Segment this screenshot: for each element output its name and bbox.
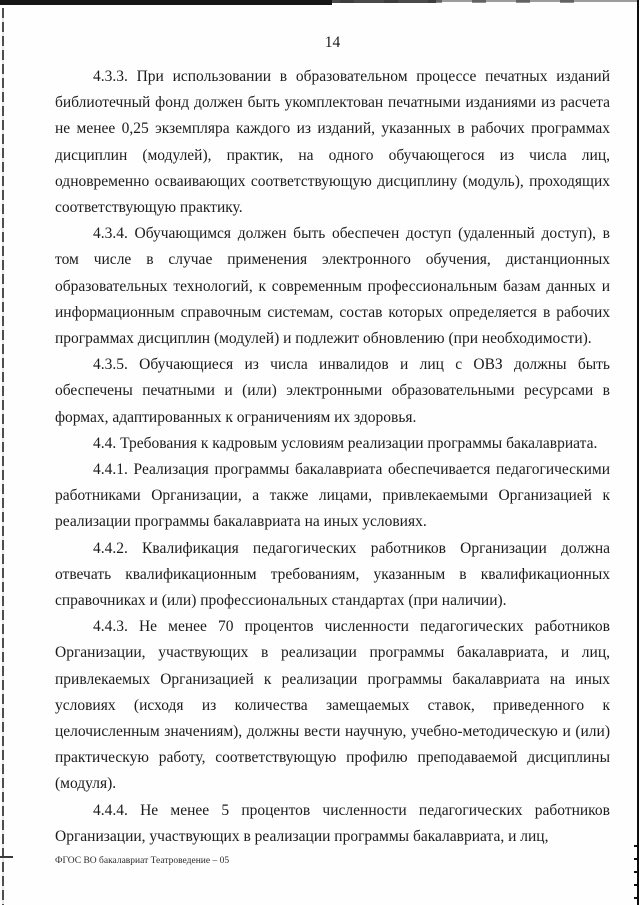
footer-document-code: ФГОС ВО бакалавриат Театроведение – 05: [55, 856, 230, 866]
scan-artifact-left-tick: [0, 856, 13, 858]
scan-artifact-top-edge: [340, 0, 580, 3]
paragraph-4-4-1: 4.4.1. Реализация программы бакалавриата обеспечивается педагогическими работниками Организации, а также лицами, привлекаемыми Организацией к реализации программы бакалавриата на иных условиях.: [55, 461, 610, 531]
scan-artifact-right-edge: [637, 0, 639, 905]
paragraph-4-4-3: 4.4.3. Не менее 70 процентов численности педагогических работников Организации, участвующих в реализации программы бакалавриата, и лиц, привлекаемых Организацией к реализации программы бакалавриата на иных условиях (исходя из количества замещаемых ставок, приведенного к целочисленным значениям), должны вести научную, учебно-методическую и (или) практическую работу, соответствующую профилю преподаваемой дисциплины (модуля).: [55, 618, 610, 793]
scan-artifact-top-edge: [0, 0, 332, 5]
paragraph-4-4-2: 4.4.2. Квалификация педагогических работников Организации должна отвечать квалификационным требованиям, указанным в квалификационных справочниках и (или) профессиональных стандартах (при наличии).: [55, 539, 610, 610]
paragraph-4-4-4: 4.4.4. Не менее 5 процентов численности педагогических работников Организации, участвующих в реализации программы бакалавриата, и лиц,: [55, 801, 610, 845]
paragraph-4-3-5: 4.3.5. Обучающиеся из числа инвалидов и лиц с ОВЗ должны быть обеспечены печатными и (или) электронными образовательными ресурсами в формах, адаптированных к ограничениям их здоровья.: [55, 356, 610, 426]
paragraph-4-3-4: 4.3.4. Обучающимся должен быть обеспечен доступ (удаленный доступ), в том числе в случае применения электронного обучения, дистанционных образовательных технологий, к современным профессиональным базам данных и информационным справочным системам, состав которых определяется в рабочих программах дисциплин (модулей) и подлежит обновлению (при необходимости).: [55, 225, 610, 348]
paragraph-4-4: 4.4. Требования к кадровым условиям реализации программы бакалавриата.: [93, 434, 598, 452]
scan-artifact-right-notches: [634, 845, 637, 903]
scan-artifact-left-edge: [2, 8, 4, 905]
document-body: [55, 64, 610, 850]
page-number: 14: [324, 34, 341, 51]
paragraph-4-3-3: 4.3.3. При использовании в образовательном процессе печатных изданий библиотечный фонд должен быть укомплектован печатными изданиями из расчета не менее 0,25 экземпляра каждого из изданий, указанных в рабочих программах дисциплин (модулей), практик, на одного обучающегося из числа лиц, одновременно осваивающих соответствующую дисциплину (модуль), проходящих соответствующую практику.: [55, 68, 610, 217]
